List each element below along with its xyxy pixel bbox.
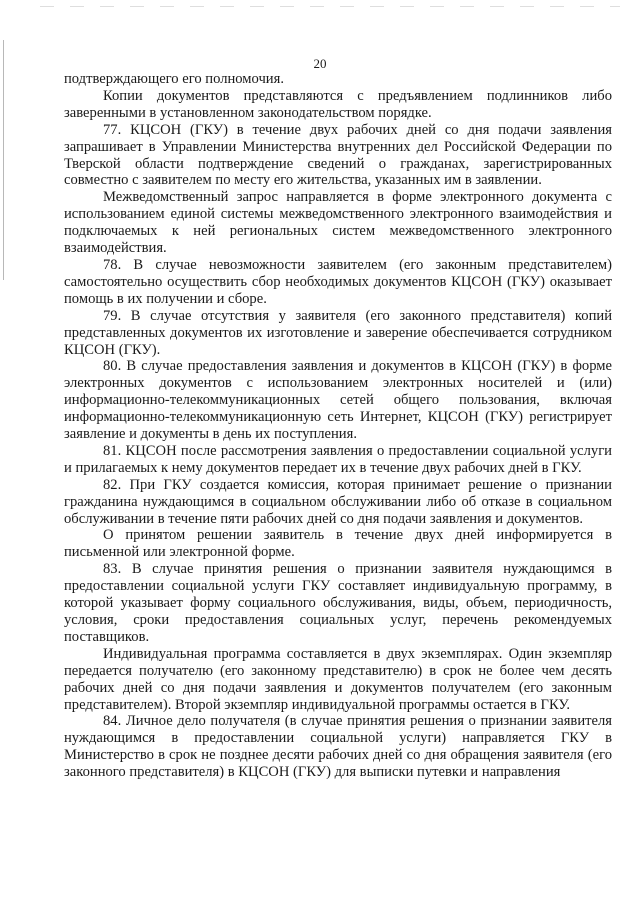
- paragraph-9: О принятом решении заявитель в течение двух дней информируется в письменной или электронной форме.: [64, 527, 612, 561]
- paragraph-0: подтверждающего его полномочия.: [64, 71, 284, 87]
- document-body: [64, 71, 612, 781]
- paragraph-item-80: 80. В случае предоставления заявления и документов в КЦСОН (ГКУ) в форме электронных документов с использованием электронных носителей и (или) информационно-телекоммуникационных сетей общего пользования, включая информационно-телекоммуникационную сеть Интернет, КЦСОН (ГКУ) регистрирует заявление и документы в день их поступления.: [64, 358, 612, 443]
- scan-artifact-left-edge: [3, 40, 4, 280]
- paragraph-item-77: 77. КЦСОН (ГКУ) в течение двух рабочих дней со дня подачи заявления запрашивает в Управлении Министерства внутренних дел Российской Федерации по Тверской области подтверждение сведений о гражданах, зарегистрированных совместно с заявителем по месту его жительства, указанных им в заявлении.: [64, 121, 612, 189]
- paragraph-item-83: 83. В случае принятия решения о признании заявителя нуждающимся в предоставлении социальной услуги ГКУ составляет индивидуальную программу, в которой указывает форму социального обслуживания, виды, объем, периодичность, условия, сроки предоставления социальных услуг, перечень рекомендуемых поставщиков.: [64, 561, 612, 645]
- paragraph-item-84: 84. Личное дело получателя (в случае принятия решения о признании заявителя нуждающимся в предоставлении социальной услуги) направляется ГКУ в Министерство в срок не позднее десяти рабочих дней со дня обращения заявителя (его законного представителя) в КЦСОН (ГКУ) для выписки путевки и направления: [64, 713, 612, 781]
- page-number: 20: [313, 56, 327, 71]
- paragraph-item-79: 79. В случае отсутствия у заявителя (его законного представителя) копий представленных документов их изготовление и заверение обеспечивается сотрудником КЦСОН (ГКУ).: [64, 307, 612, 358]
- paragraph-11: Индивидуальная программа составляется в двух экземплярах. Один экземпляр передается получателю (его законному представителю) в срок не более чем десять рабочих дней со дня подачи заявления и документов получателем (его законным представителем). Второй экземпляр индивидуальной программы остается в ГКУ.: [64, 645, 612, 713]
- paragraph-item-81: 81. КЦСОН после рассмотрения заявления о предоставлении социальной услуги и прилагаемых к нему документов передает их в течение двух рабочих дней в ГКУ.: [64, 442, 612, 476]
- paragraph-1: Копии документов представляются с предъявлением подлинников либо заверенными в установленном законодательством порядке.: [64, 87, 612, 121]
- paragraph-item-82: 82. При ГКУ создается комиссия, которая принимает решение о признании гражданина нуждающимся в социальном обслуживании либо об отказе в социальном обслуживании в течение пяти рабочих дней со дня подачи заявления и документов.: [64, 476, 612, 527]
- scan-artifact-top: [40, 6, 620, 7]
- paragraph-3: Межведомственный запрос направляется в форме электронного документа с использованием единой системы межведомственного электронного взаимодействия и подключаемых к ней региональных систем межведомственного электронного взаимодействия.: [64, 189, 612, 257]
- paragraph-item-78: 78. В случае невозможности заявителем (его законным представителем) самостоятельно осуществить сбор необходимых документов КЦСОН (ГКУ) оказывает помощь в их получении и сборе.: [64, 256, 612, 307]
